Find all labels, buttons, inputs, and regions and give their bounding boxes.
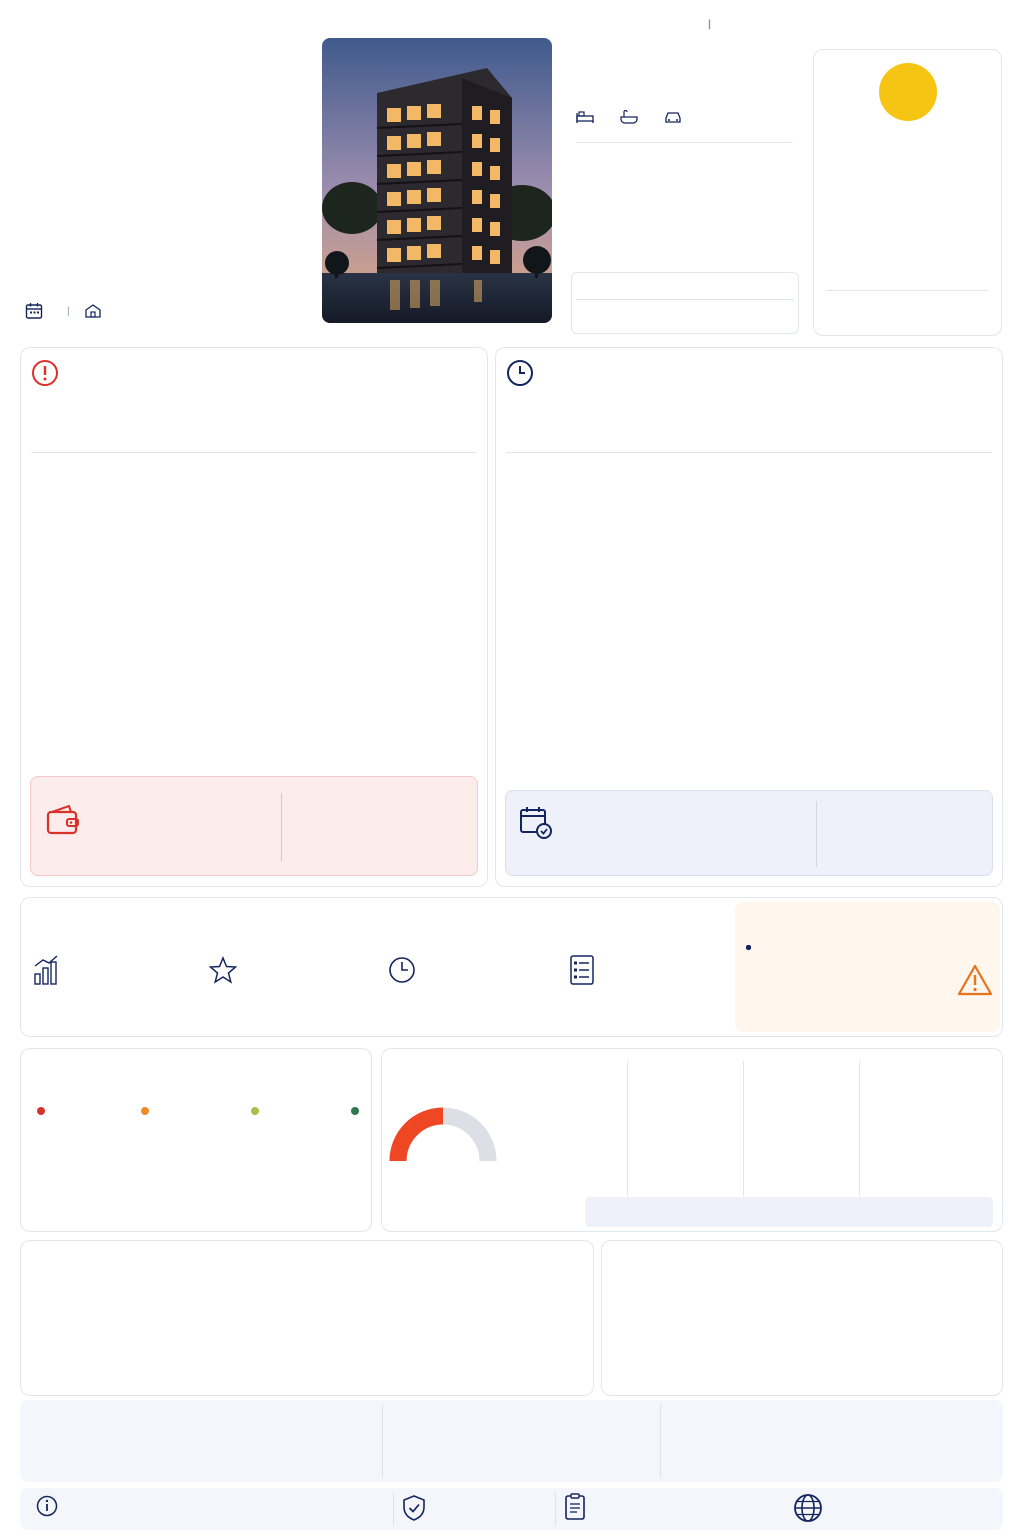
calendar-icon — [25, 302, 43, 320]
property-photo — [322, 38, 552, 323]
summary-footnote — [585, 1197, 993, 1227]
fact-label — [576, 152, 684, 175]
fact-label — [576, 221, 684, 244]
fact-label — [576, 244, 684, 267]
immediate-allowance-box — [30, 776, 478, 876]
assessment-card — [813, 49, 1002, 336]
timeline-bar — [35, 1104, 365, 1118]
checklist-icon — [569, 954, 595, 986]
report-meta: | — [25, 302, 110, 320]
risk-summary-card — [381, 1048, 1003, 1232]
report-label: | — [708, 18, 711, 30]
wallet-icon — [45, 803, 81, 839]
globe-icon — [793, 1493, 823, 1523]
timeline-card — [20, 1048, 372, 1232]
risk-gauge — [388, 1093, 498, 1167]
alert-icon — [31, 359, 59, 387]
clock-icon — [388, 956, 416, 984]
issue-photos-card — [20, 1240, 594, 1396]
reference-icon — [84, 303, 102, 319]
exposure-box — [505, 790, 993, 876]
car-icon — [664, 110, 682, 124]
warning-icon — [957, 964, 993, 996]
method-card — [20, 897, 1003, 1037]
price-box — [571, 272, 799, 334]
fact-label — [576, 175, 684, 198]
footer — [20, 1488, 1003, 1530]
actions-panel — [20, 1400, 1003, 1482]
calendar-check-icon — [519, 805, 553, 839]
shield-icon — [402, 1494, 426, 1522]
uncertainty-box — [735, 902, 1000, 1032]
info-icon — [36, 1495, 58, 1517]
property-facts — [576, 152, 796, 267]
star-icon — [209, 956, 237, 984]
property-features — [576, 110, 690, 124]
ratings-card — [601, 1240, 1003, 1396]
document-icon — [564, 1493, 586, 1521]
grade-badge — [879, 63, 937, 121]
bar-chart-icon — [33, 954, 59, 986]
bed-icon — [576, 110, 594, 124]
fact-label — [576, 198, 684, 221]
clock-icon — [506, 359, 534, 387]
bath-icon — [620, 110, 638, 124]
